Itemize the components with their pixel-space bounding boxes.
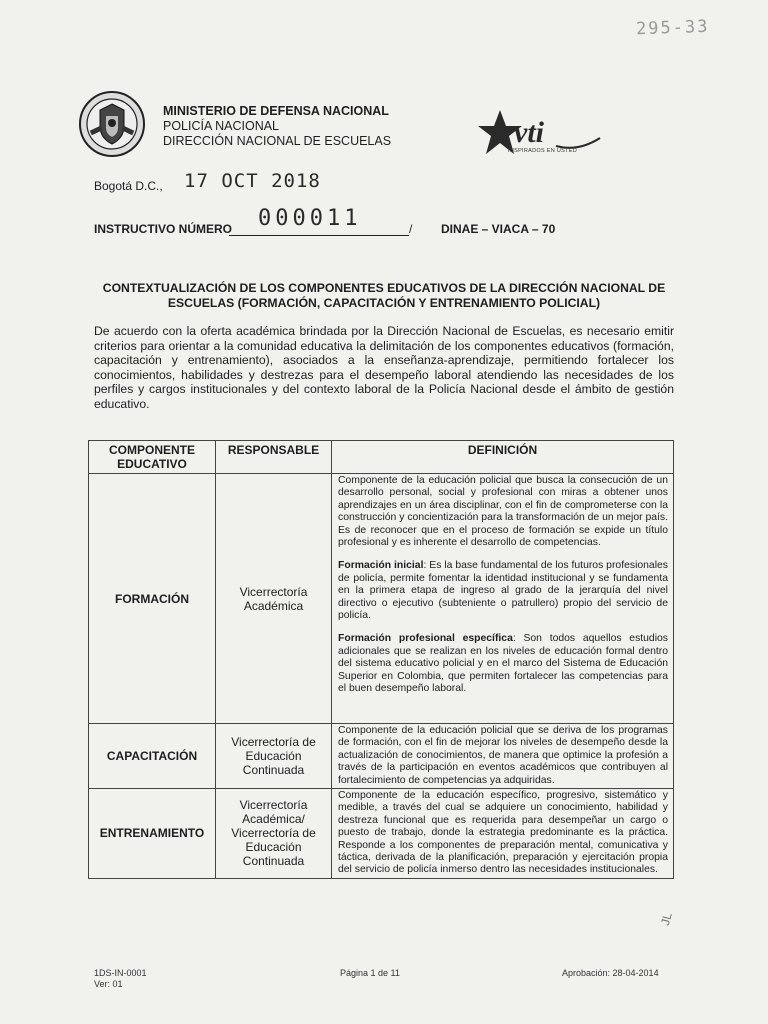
ministry-heading xyxy=(163,104,391,149)
table-row xyxy=(89,789,674,879)
definicion-cell: Componente de la educación específico, progresivo, sistemático y medible, a través del cual se adquiere un conocimiento, habilidad y destreza funcional que es requerida para desempeñar un cargo o puesto de trabajo, donde la estrategia predominante es la práctica. Responde a los componentes de preparación mental, comunicativa y táctica, derivada de la planificación, preparación y ejercitación propia del servicio de policía inmerso dentro las necesidades institucionales. xyxy=(332,789,674,879)
responsable-cell: Vicerrectoría Académica xyxy=(216,474,332,724)
definicion-especifica xyxy=(338,633,668,695)
svg-text:vti: vti xyxy=(514,116,544,149)
police-seal-logo xyxy=(78,90,146,158)
especifica-text: : Son todos aquellos estudios adicionales que se realizan en los niveles de educación formal dentro del sistema educativo policial y en el marco del Sistema de Educación Superior en Colombia, que permiten fortalecer las competencias para el buen desempeño laboral. xyxy=(338,633,668,695)
handwritten-initials: JL xyxy=(657,911,675,927)
definicion-intro: Componente de la educación policial que busca la consecución de un desarrollo personal, social y profesional con miras a obtener unos aprendizajes en un área disciplinar, con el fin de comprometerse con la construcción y concientización para la transformación de un mejor país. Es de reconocer que en el proceso de formación se expide un título profesional y es inherente el desarrollo de competencias. xyxy=(338,475,668,549)
instructivo-underline xyxy=(229,235,409,236)
table-row xyxy=(89,474,674,724)
instructivo-number: 000011 xyxy=(258,206,362,231)
intro-paragraph: De acuerdo con la oferta académica brindada por la Dirección Nacional de Escuelas, es necesario emitir criterios para orientar a la comunidad educativa la delimitación de los componentes educativos (formación, capacitación y entrenamiento), asociados a la enseñanza-aprendizaje, permitiendo fortalecer los conocimientos, habilidades y destrezas para el desempeño laboral atendiendo las necesidades de los perfiles y cargos institucionales y del contexto laboral de la Policía Nacional desde el ámbito de gestión educativo. xyxy=(94,324,674,411)
footer-code-block xyxy=(94,968,147,990)
vti-logo xyxy=(478,102,608,164)
table-header-row xyxy=(89,441,674,474)
definicion-cell: Componente de la educación policial que se deriva de los programas de formación, con el fin de mejorar los niveles de desempeño desde la actualización de conocimientos, de manera que optimice la profesión a través de la participación en eventos académicos que contribuyen al fortalecimiento de competencias ya adquiridas. xyxy=(332,724,674,789)
date-stamp: 17 OCT 2018 xyxy=(184,170,321,192)
header-definicion: DEFINICIÓN xyxy=(332,441,674,474)
componente-cell: CAPACITACIÓN xyxy=(89,724,216,789)
ministry-line-1: MINISTERIO DE DEFENSA NACIONAL xyxy=(163,104,389,118)
especifica-label: Formación profesional específica xyxy=(338,633,513,645)
document-title: CONTEXTUALIZACIÓN DE LOS COMPONENTES EDUCATIVOS DE LA DIRECCIÓN NACIONAL DE ESCUELAS (FORMACIÓN, CAPACITACIÓN Y ENTRENAMIENTO POLICIAL) xyxy=(102,281,666,310)
footer-version: Ver: 01 xyxy=(94,979,123,989)
logo-tagline: INSPIRADOS EN USTED xyxy=(508,148,577,154)
responsable-cell: Vicerrectoría Académica/ Vicerrectoría de Educación Continuada xyxy=(216,789,332,879)
instructivo-slash: / xyxy=(409,222,413,236)
date-label: Bogotá D.C., xyxy=(94,179,163,193)
dinae-code: DINAE – VIACA – 70 xyxy=(441,222,556,236)
footer-code: 1DS-IN-0001 xyxy=(94,968,147,978)
handwritten-number: 295-33 xyxy=(635,16,710,40)
ministry-line-3: DIRECCIÓN NACIONAL DE ESCUELAS xyxy=(163,134,392,148)
ministry-line-2: POLICÍA NACIONAL xyxy=(163,119,280,133)
instructivo-label: INSTRUCTIVO NÚMERO xyxy=(94,222,232,236)
table-row xyxy=(89,724,674,789)
definicion-inicial xyxy=(338,560,668,622)
componente-cell: FORMACIÓN xyxy=(89,474,216,724)
header-responsable: RESPONSABLE xyxy=(216,441,332,474)
definicion-cell xyxy=(332,474,674,724)
header-componente: COMPONENTE EDUCATIVO xyxy=(89,441,216,474)
footer-page: Página 1 de 11 xyxy=(340,968,400,978)
inicial-label: Formación inicial xyxy=(338,560,424,572)
footer-approval: Aprobación: 28-04-2014 xyxy=(562,968,659,978)
componente-cell: ENTRENAMIENTO xyxy=(89,789,216,879)
responsable-cell: Vicerrectoría de Educación Continuada xyxy=(216,724,332,789)
components-table xyxy=(88,440,674,879)
inicial-text: : Es la base fundamental de los futuros profesionales de policía, permite fomentar la identidad institucional y se fundamenta en la primera etapa de ingreso al grado de la jerarquía del nivel directivo o ejecutivo (subteniente o patrullero) propio del servicio de policía. xyxy=(338,560,668,622)
